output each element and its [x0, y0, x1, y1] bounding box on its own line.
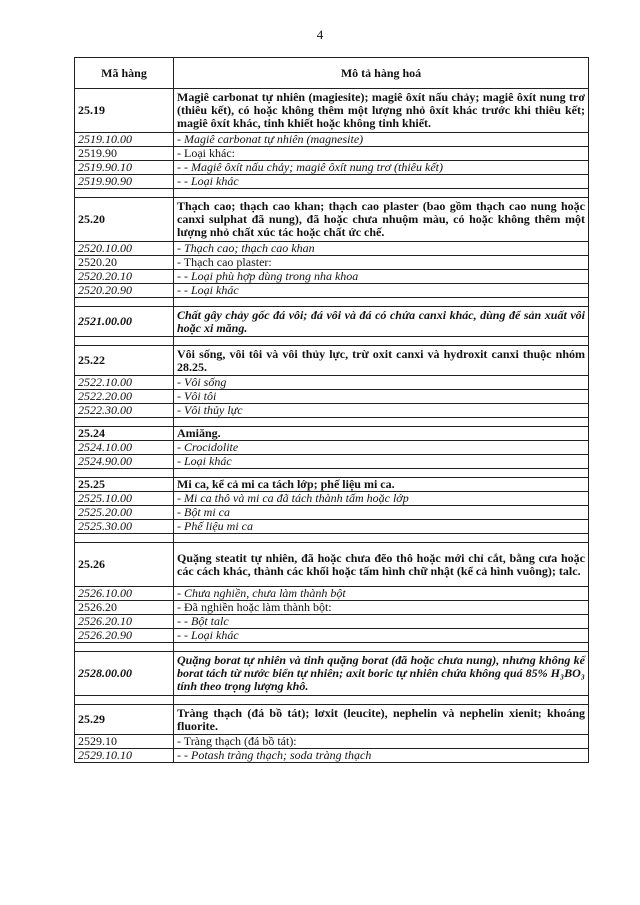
table-row: [75, 390, 589, 404]
heading-code: 25.25: [75, 478, 174, 492]
item-description: - Thạch cao; thạch cao khan: [174, 242, 589, 256]
heading-row: [75, 307, 589, 337]
item-description: - Loại khác: [174, 455, 589, 469]
item-description: - Vôi tôi: [174, 390, 589, 404]
table-row: [75, 133, 589, 147]
header-description: Mô tả hàng hoá: [174, 58, 589, 89]
heading-description: Mi ca, kể cả mi ca tách lớp; phế liệu mi ca.: [174, 478, 589, 492]
table-row: [75, 587, 589, 601]
item-code: 2519.90.10: [75, 161, 174, 175]
heading-description: Magiê carbonat tự nhiên (magiesite); magiê ôxít nấu chảy; magiê ôxít nung trơ (thiêu kết), có hoặc không thêm một lượng nhỏ ôxít khác trước khi thiêu kết; magiê ôxít khác, tinh khiết hoặc không tinh khiết.: [174, 89, 589, 133]
item-description: - Thạch cao plaster:: [174, 256, 589, 270]
item-code: 2519.90.90: [75, 175, 174, 189]
item-description: - Chưa nghiền, chưa làm thành bột: [174, 587, 589, 601]
table-header-row: [75, 58, 589, 89]
spacer-row: [75, 298, 589, 307]
item-description: - Vôi thủy lực: [174, 404, 589, 418]
heading-description: Quặng steatit tự nhiên, đã hoặc chưa đẽo thô hoặc mới chỉ cắt, bằng cưa hoặc các cách khác, thành các khối hoặc tấm hình chữ nhật (kể cả hình vuông); talc.: [174, 543, 589, 587]
item-code: 2522.20.00: [75, 390, 174, 404]
heading-row: [75, 652, 589, 696]
table-row: [75, 492, 589, 506]
heading-code: 25.29: [75, 705, 174, 735]
item-description: - Tràng thạch (đá bồ tát):: [174, 735, 589, 749]
item-code: 2526.20.90: [75, 629, 174, 643]
table-row: [75, 284, 589, 298]
item-description: - Magiê carbonat tự nhiên (magnesite): [174, 133, 589, 147]
spacer-row: [75, 696, 589, 705]
item-code: 2529.10.10: [75, 749, 174, 763]
heading-description: Chất gây chảy gốc đá vôi; đá vôi và đá có chứa canxi khác, dùng để sản xuất vôi hoặc xi măng.: [174, 307, 589, 337]
item-description: - - Bột talc: [174, 615, 589, 629]
spacer-row: [75, 534, 589, 543]
item-code: 2526.20.10: [75, 615, 174, 629]
table-row: [75, 161, 589, 175]
header-code: Mã hàng: [75, 58, 174, 89]
spacer-row: [75, 189, 589, 198]
item-code: 2522.30.00: [75, 404, 174, 418]
table-row: [75, 175, 589, 189]
item-code: 2520.10.00: [75, 242, 174, 256]
item-description: - Bột mi ca: [174, 506, 589, 520]
item-description: - - Potash tràng thạch; soda tràng thạch: [174, 749, 589, 763]
table-row: [75, 520, 589, 534]
heading-code: 25.24: [75, 427, 174, 441]
item-description: - Crocidolite: [174, 441, 589, 455]
heading-code: 25.26: [75, 543, 174, 587]
table-row: [75, 506, 589, 520]
table-row: [75, 404, 589, 418]
heading-row: [75, 89, 589, 133]
heading-row: [75, 705, 589, 735]
heading-code: 2521.00.00: [75, 307, 174, 337]
heading-code: 25.22: [75, 346, 174, 376]
heading-description: Quặng borat tự nhiên và tinh quặng borat (đã hoặc chưa nung), nhưng không kể borat tách từ nước biển tự nhiên; axit boric tự nhiên chứa không quá 85% H₃BO₃ tính theo trọng lượng khô.: [174, 652, 589, 696]
heading-row: [75, 198, 589, 242]
table-row: [75, 270, 589, 284]
item-code: 2524.90.00: [75, 455, 174, 469]
heading-row: [75, 478, 589, 492]
heading-row: [75, 543, 589, 587]
spacer-row: [75, 337, 589, 346]
item-description: - - Loại khác: [174, 284, 589, 298]
spacer-row: [75, 643, 589, 652]
item-code: 2525.20.00: [75, 506, 174, 520]
item-description: - Phế liệu mi ca: [174, 520, 589, 534]
item-description: - - Loại khác: [174, 629, 589, 643]
page-number: 4: [316, 27, 324, 42]
heading-code: 25.19: [75, 89, 174, 133]
heading-row: [75, 346, 589, 376]
table-row: [75, 455, 589, 469]
heading-code: 25.20: [75, 198, 174, 242]
item-description: - Đã nghiền hoặc làm thành bột:: [174, 601, 589, 615]
heading-description: Vôi sống, vôi tôi và vôi thủy lực, trừ oxit canxi và hydroxit canxi thuộc nhóm 28.25.: [174, 346, 589, 376]
table-row: [75, 735, 589, 749]
item-code: 2520.20.10: [75, 270, 174, 284]
item-code: 2525.10.00: [75, 492, 174, 506]
item-description: - Vôi sống: [174, 376, 589, 390]
table-row: [75, 147, 589, 161]
heading-description: Amiăng.: [174, 427, 589, 441]
table-row: [75, 749, 589, 763]
table-row: [75, 601, 589, 615]
item-description: - - Magiê ôxít nấu chảy; magiê ôxít nung trơ (thiêu kết): [174, 161, 589, 175]
item-code: 2529.10: [75, 735, 174, 749]
spacer-row: [75, 418, 589, 427]
table-row: [75, 256, 589, 270]
heading-code: 2528.00.00: [75, 652, 174, 696]
item-code: 2519.90: [75, 147, 174, 161]
table-row: [75, 629, 589, 643]
item-code: 2526.10.00: [75, 587, 174, 601]
heading-description: Tràng thạch (đá bồ tát); lơxit (leucite), nephelin và nephelin xienit; khoáng fluorite.: [174, 705, 589, 735]
item-code: 2522.10.00: [75, 376, 174, 390]
tariff-table: [74, 57, 589, 763]
table-row: [75, 615, 589, 629]
item-description: - - Loại khác: [174, 175, 589, 189]
table-row: [75, 441, 589, 455]
item-description: - Mi ca thô và mi ca đã tách thành tấm hoặc lớp: [174, 492, 589, 506]
table-row: [75, 376, 589, 390]
heading-description: Thạch cao; thạch cao khan; thạch cao plaster (bao gồm thạch cao nung hoặc canxi sulphat đã nung), đã hoặc chưa nhuộm màu, có hoặc không thêm một lượng nhỏ chất xúc tác hoặc chất ức chế.: [174, 198, 589, 242]
item-code: 2519.10.00: [75, 133, 174, 147]
item-description: - - Loại phù hợp dùng trong nha khoa: [174, 270, 589, 284]
item-code: 2524.10.00: [75, 441, 174, 455]
item-code: 2520.20.90: [75, 284, 174, 298]
item-description: - Loại khác:: [174, 147, 589, 161]
item-code: 2520.20: [75, 256, 174, 270]
item-code: 2525.30.00: [75, 520, 174, 534]
item-code: 2526.20: [75, 601, 174, 615]
table-row: [75, 242, 589, 256]
spacer-row: [75, 469, 589, 478]
heading-row: [75, 427, 589, 441]
